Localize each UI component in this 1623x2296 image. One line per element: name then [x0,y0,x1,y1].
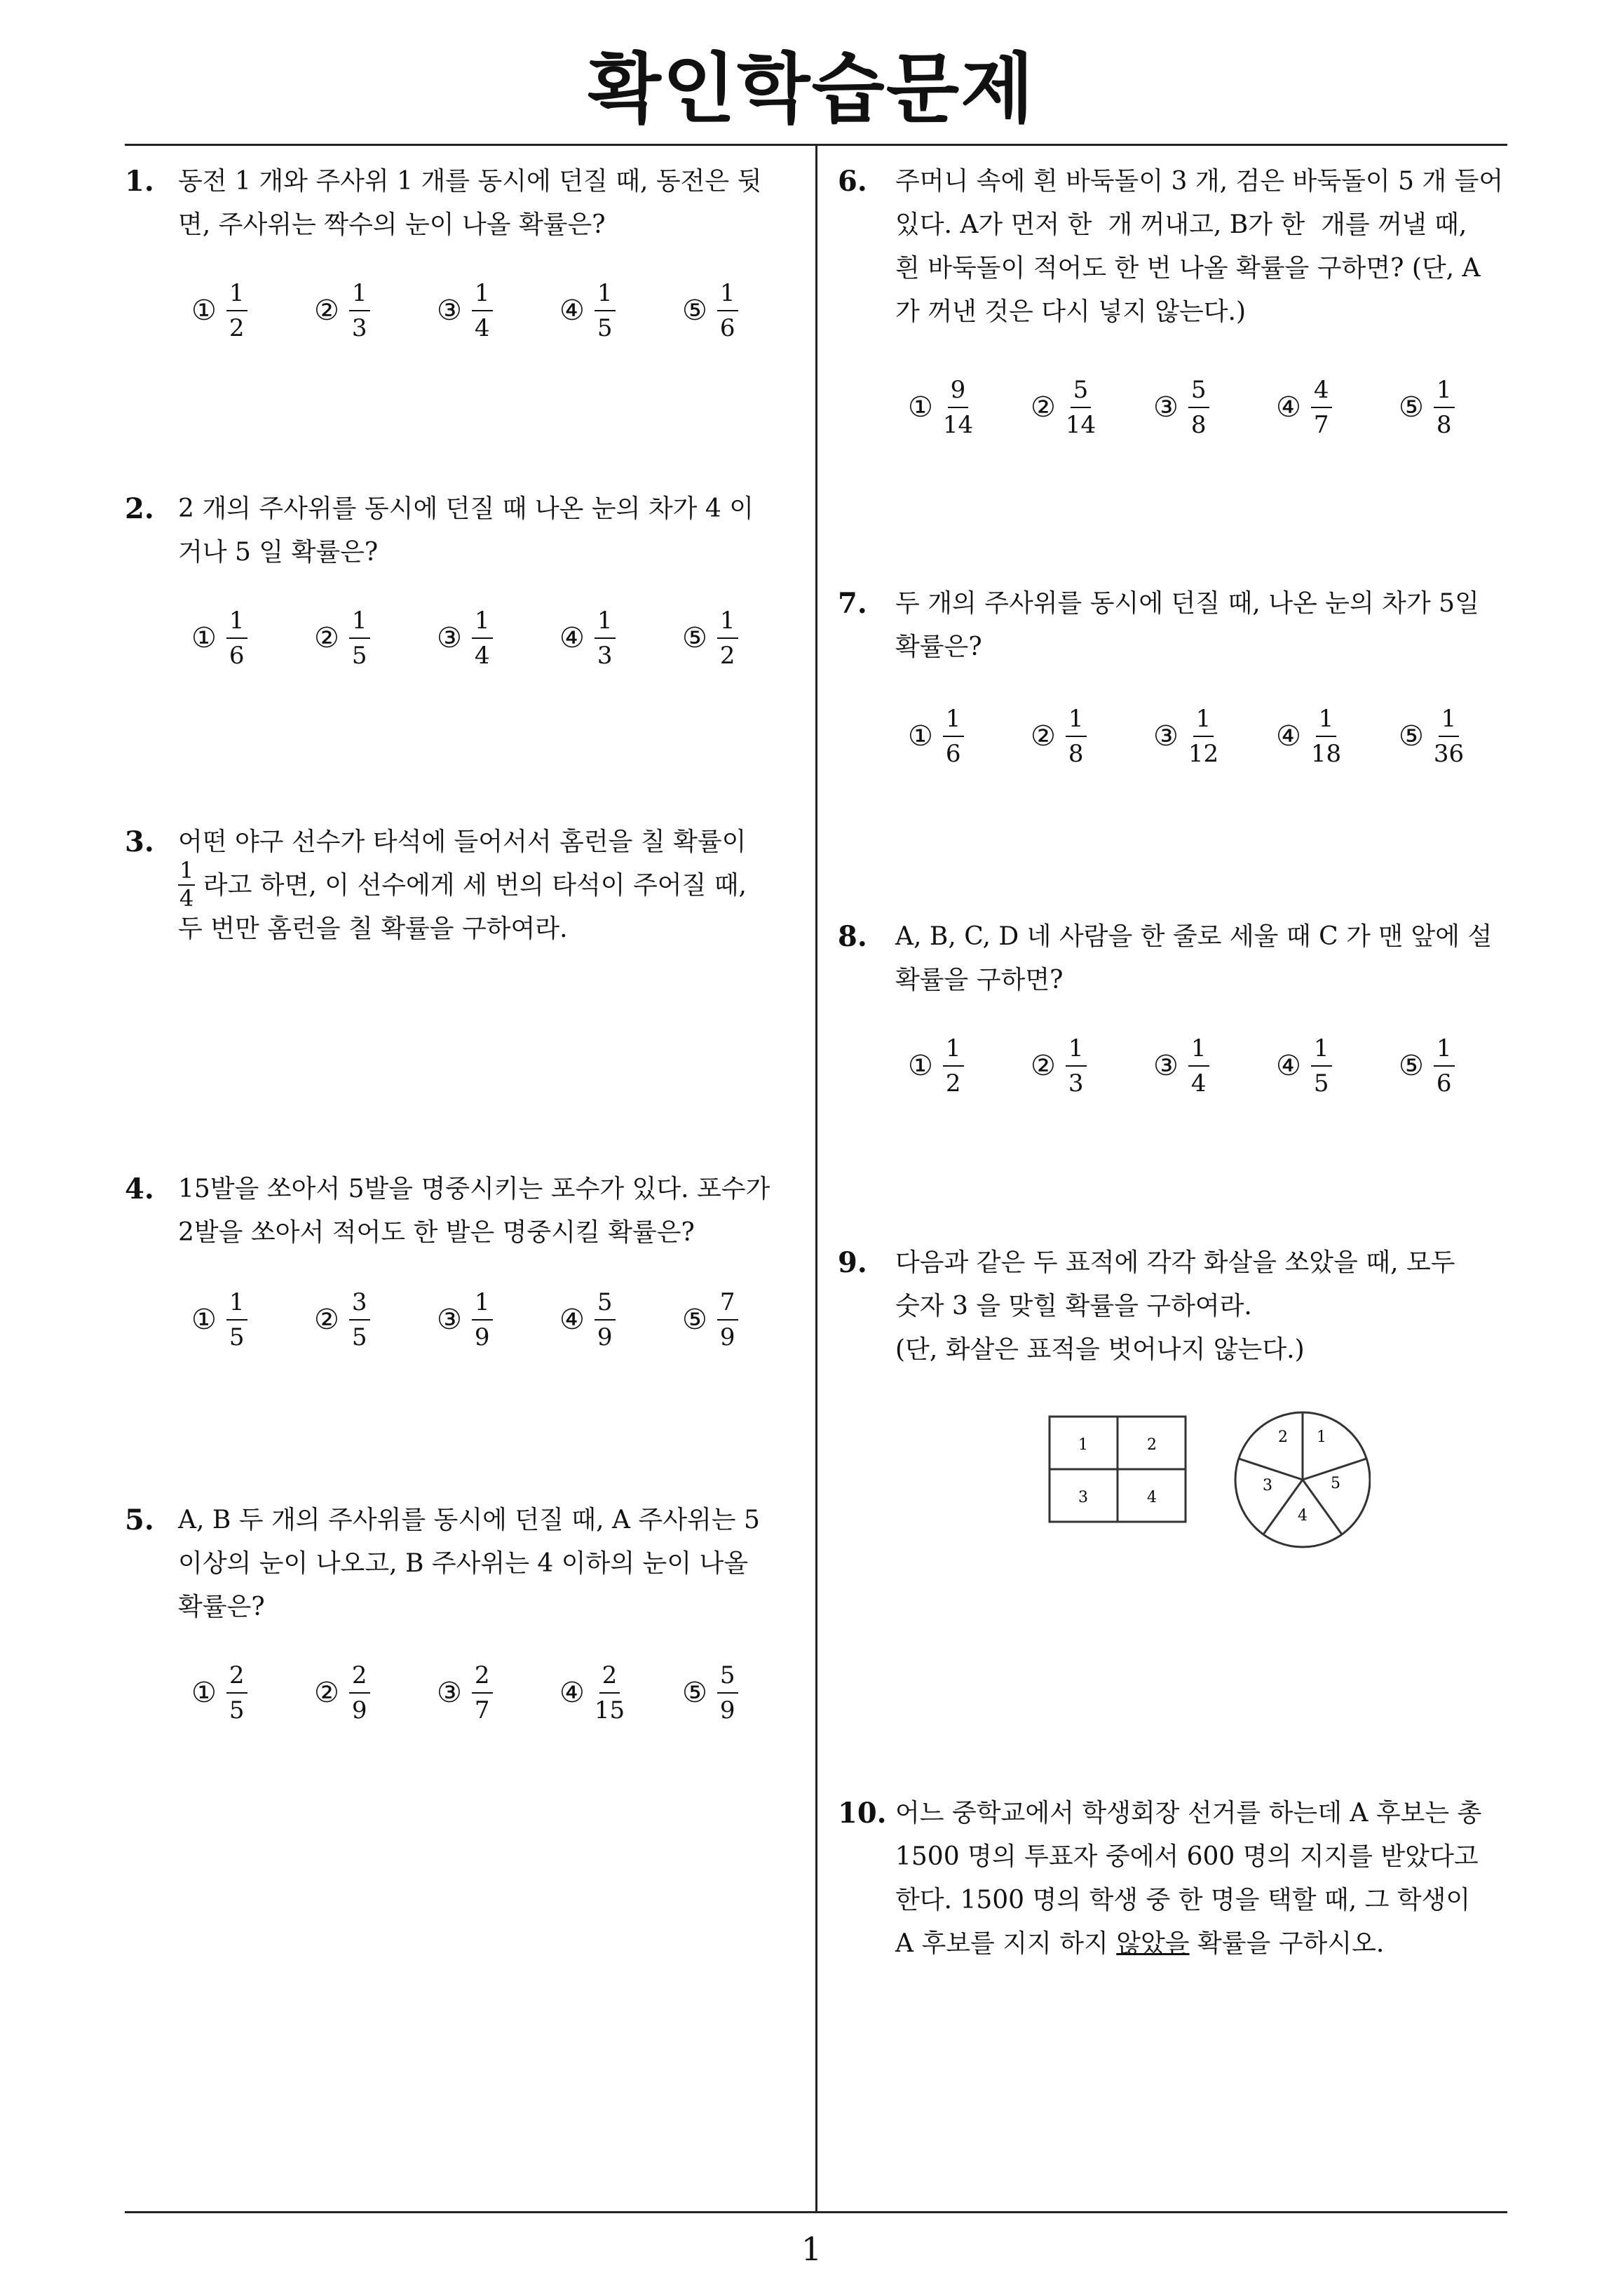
circled-number-2: ② [1031,391,1056,424]
fraction [1434,376,1455,439]
numerator: 4 [1311,376,1332,408]
circled-number-2: ② [1031,1050,1056,1082]
grid-label-4: 4 [1147,1489,1157,1506]
circled-number-3: ③ [437,622,462,654]
option-5[interactable] [1399,1034,1521,1098]
denominator: 6 [229,642,245,670]
fraction [349,1288,370,1351]
circled-number-2: ② [314,1677,339,1709]
circle-label-1: 1 [1317,1429,1326,1446]
answer-options [908,1034,1521,1098]
question-line: 확률은? [895,633,982,661]
circle-label-2: 2 [1278,1429,1288,1446]
numerator: 5 [1071,376,1092,408]
fraction [595,1661,625,1724]
question-text [178,160,761,247]
fraction [472,1288,493,1351]
numerator: 5 [717,1661,738,1694]
numerator: 1 [226,607,247,639]
fraction [1188,1034,1209,1098]
circled-number-5: ⑤ [1399,1050,1424,1082]
denominator: 14 [1065,411,1096,439]
fraction [1311,1034,1332,1098]
denominator: 9 [351,1696,367,1724]
circle-label-5: 5 [1331,1475,1340,1492]
circled-number-4: ④ [559,1304,585,1336]
option-4[interactable] [1276,376,1399,439]
denominator: 9 [719,1696,735,1724]
numerator: 1 [472,279,493,311]
square-target [1050,1417,1186,1522]
fraction [349,607,370,670]
option-4[interactable] [559,1661,682,1724]
numerator: 1 [226,1288,247,1321]
option-3[interactable] [1153,376,1276,439]
option-1[interactable] [908,705,1031,768]
circled-number-5: ⑤ [682,622,707,654]
option-1[interactable] [908,376,1031,439]
question-line: 어떤 야구 선수가 타석에 들어서서 홈런을 칠 확률이 [178,828,747,856]
circled-number-3: ③ [437,1677,462,1709]
option-5[interactable] [1399,705,1521,768]
numerator: 7 [717,1288,738,1321]
fraction [226,1661,247,1724]
question-line [178,857,747,912]
question-line: 두 개의 주사위를 동시에 던질 때, 나온 눈의 차가 5일 [895,589,1479,618]
fraction [943,376,973,439]
fraction [226,607,247,670]
denominator: 8 [1436,411,1452,439]
numerator: 1 [1066,705,1087,737]
circled-number-4: ④ [559,622,585,654]
circled-number-4: ④ [559,295,585,327]
option-4[interactable] [559,279,682,342]
option-5[interactable] [1399,376,1521,439]
denominator: 7 [1313,411,1329,439]
option-3[interactable] [1153,1034,1276,1098]
circled-number-2: ② [314,1304,339,1336]
denominator: 9 [597,1323,613,1351]
circled-number-1: ① [191,295,217,327]
numerator: 1 [349,607,370,639]
question-text [178,487,754,574]
denominator: 18 [1310,740,1342,768]
bottom-rule [125,2211,1507,2213]
denominator: 5 [229,1696,245,1724]
circled-number-3: ③ [437,1304,462,1336]
question-number: 3. [125,825,154,858]
circled-number-2: ② [314,295,339,327]
fraction [1188,376,1209,439]
question-text [178,1499,760,1629]
answer-options [908,705,1521,768]
question-line: 있다. A가 먼저 한 개 꺼내고, B가 한 개를 꺼낼 때, [895,210,1467,239]
question-number: 6. [838,165,867,198]
question-text [178,821,747,951]
question-line: A, B 두 개의 주사위를 동시에 던질 때, A 주사위는 5 [178,1506,760,1534]
question-line: 1500 명의 투표자 중에서 600 명의 지지를 받았다고 [895,1842,1479,1871]
question-line: 다음과 같은 두 표적에 각각 화살을 쏘았을 때, 모두 [895,1248,1455,1277]
denominator: 7 [474,1696,490,1724]
line-text-before: A 후보를 지지 하지 [895,1929,1117,1958]
question-line: 2 개의 주사위를 동시에 던질 때 나온 눈의 차가 4 이 [178,494,754,523]
fraction [1066,705,1087,768]
question-text [895,582,1479,669]
option-3[interactable] [437,279,559,342]
denominator: 4 [1190,1069,1207,1098]
question-line: A, B, C, D 네 사람을 한 줄로 세울 때 C 가 맨 앞에 설 [895,922,1493,951]
question-number: 8. [838,920,867,953]
question-number: 4. [125,1173,154,1206]
question-line: 주머니 속에 흰 바둑돌이 3 개, 검은 바둑돌이 5 개 들어 [895,167,1504,196]
fraction [472,607,493,670]
denominator: 2 [719,642,735,670]
numerator: 1 [226,279,247,311]
denominator: 2 [945,1069,961,1098]
circled-number-2: ② [314,622,339,654]
circled-number-3: ③ [1153,720,1179,752]
denominator: 5 [351,1323,367,1351]
denominator: 2 [229,314,245,342]
denominator: 6 [945,740,961,768]
option-1[interactable] [908,1034,1031,1098]
fraction [717,607,738,670]
answer-options [191,279,805,342]
circled-number-5: ⑤ [682,1677,707,1709]
circled-number-1: ① [908,720,933,752]
fraction [1066,376,1096,439]
option-5[interactable] [682,1288,805,1351]
question-text [178,1168,770,1255]
question-line: 숫자 3 을 맞힐 확률을 구하여라. [895,1292,1252,1321]
denominator: 3 [597,642,613,670]
fraction [595,607,616,670]
circled-number-4: ④ [559,1677,585,1709]
question-number: 9. [838,1246,867,1279]
question-line: 가 꺼낸 것은 다시 넣지 않는다.) [895,297,1247,326]
numerator: 1 [595,607,616,639]
numerator: 1 [178,858,195,886]
inline-fraction [178,858,195,911]
question-line: 거나 5 일 확률은? [178,538,379,567]
option-3[interactable] [437,1288,559,1351]
fraction [943,1034,964,1098]
question-line: 어느 중학교에서 학생회장 선거를 하는데 A 후보는 총 [895,1799,1482,1828]
grid-label-3: 3 [1078,1489,1088,1506]
fraction [1066,1034,1087,1098]
circled-number-1: ① [191,1677,217,1709]
question-number: 7. [838,587,867,620]
denominator: 8 [1190,411,1207,439]
answer-options [908,376,1521,439]
denominator: 5 [229,1323,245,1351]
numerator: 1 [1066,1034,1087,1067]
fraction [1434,705,1464,768]
column-divider [815,146,817,2213]
denominator: 3 [351,314,367,342]
denominator: 5 [1313,1069,1329,1098]
fraction [226,279,247,342]
question-text [895,160,1503,334]
circled-number-5: ⑤ [682,295,707,327]
fraction [349,279,370,342]
question-line: 동전 1 개와 주사위 1 개를 동시에 던질 때, 동전은 뒷 [178,167,762,196]
question-line [895,1922,1481,1966]
question-number: 5. [125,1504,154,1537]
circled-number-5: ⑤ [1399,391,1424,424]
answer-options [191,607,805,670]
denominator: 12 [1188,740,1219,768]
question-line: 면, 주사위는 짝수의 눈이 나올 확률은? [178,210,606,239]
denominator: 5 [351,642,367,670]
circled-number-2: ② [1031,720,1056,752]
circled-number-3: ③ [1153,1050,1179,1082]
page-title: 확인학습문제 [588,46,1035,133]
question-line: 두 번만 홈런을 칠 확률을 구하여라. [178,914,568,943]
circled-number-1: ① [908,391,933,424]
numerator: 1 [595,279,616,311]
numerator: 1 [1188,1034,1209,1067]
option-3[interactable] [437,1661,559,1724]
fraction [717,1661,738,1724]
numerator: 1 [1434,376,1455,408]
fraction [1188,705,1218,768]
fraction [472,1661,493,1724]
option-2[interactable] [314,279,437,342]
fraction [717,279,738,342]
denominator: 4 [474,314,490,342]
numerator: 1 [1439,705,1460,737]
answer-options [191,1288,805,1351]
circled-number-1: ① [191,622,217,654]
option-4[interactable] [1276,1034,1399,1098]
numerator: 2 [349,1661,370,1694]
option-2[interactable] [1031,376,1153,439]
circled-number-4: ④ [1276,391,1301,424]
fraction [1311,376,1332,439]
circled-number-1: ① [191,1304,217,1336]
circled-number-3: ③ [437,295,462,327]
numerator: 1 [717,279,738,311]
fraction [595,1288,616,1351]
fraction [349,1661,370,1724]
denominator: 4 [474,642,490,670]
fraction [717,1288,738,1351]
denominator: 4 [179,885,194,912]
circled-number-3: ③ [1153,391,1179,424]
denominator: 6 [1436,1069,1452,1098]
option-5[interactable] [682,279,805,342]
numerator: 1 [1193,705,1214,737]
question-line: 확률을 구하면? [895,966,1064,994]
option-1[interactable] [191,279,314,342]
circled-number-5: ⑤ [1399,720,1424,752]
page-number: 1 [801,2230,822,2268]
question-line: 흰 바둑돌이 적어도 한 번 나올 확률을 구하면? (단, A [895,254,1481,283]
option-3[interactable] [437,607,559,670]
numerator: 1 [717,607,738,639]
line-text-after: 확률을 구하시오. [1189,1929,1385,1958]
circled-number-1: ① [908,1050,933,1082]
circle-label-3: 3 [1263,1477,1272,1494]
question-text [895,1241,1455,1372]
denominator: 9 [719,1323,735,1351]
question-text [895,1792,1481,1966]
option-2[interactable] [1031,1034,1153,1098]
targets-diagram [1048,1410,1371,1557]
numerator: 5 [595,1288,616,1321]
denominator: 15 [594,1696,625,1724]
question-line: 이상의 눈이 나오고, B 주사위는 4 이하의 눈이 나올 [178,1549,749,1578]
grid-label-1: 1 [1078,1436,1088,1454]
option-2[interactable] [314,1288,437,1351]
question-line: 확률은? [178,1593,265,1621]
numerator: 5 [1188,376,1209,408]
option-2[interactable] [1031,705,1153,768]
fraction [943,705,964,768]
numerator: 1 [1316,705,1337,737]
question-line: (단, 화살은 표적을 벗어나지 않는다.) [895,1335,1305,1364]
numerator: 1 [1434,1034,1455,1067]
option-4[interactable] [1276,705,1399,768]
denominator: 3 [1068,1069,1084,1098]
question-text [895,915,1492,1002]
option-2[interactable] [314,607,437,670]
circled-number-4: ④ [1276,720,1301,752]
question-line: 15발을 쏘아서 5발을 명중시키는 포수가 있다. 포수가 [178,1175,770,1203]
question-line: 2발을 쏘아서 적어도 한 발은 명중시킬 확률은? [178,1218,695,1247]
denominator: 36 [1433,740,1465,768]
grid-label-2: 2 [1147,1436,1157,1454]
circled-number-4: ④ [1276,1050,1301,1082]
option-5[interactable] [682,607,805,670]
numerator: 1 [943,705,964,737]
circle-label-4: 4 [1298,1507,1308,1525]
underlined-word: 않았을 [1116,1929,1190,1958]
option-4[interactable] [559,1288,682,1351]
option-1[interactable] [191,1288,314,1351]
question-number: 10. [838,1797,887,1830]
numerator: 1 [1311,1034,1332,1067]
target-figures [1048,1410,1371,1560]
numerator: 2 [472,1661,493,1694]
numerator: 1 [472,1288,493,1321]
numerator: 2 [226,1661,247,1694]
numerator: 9 [948,376,969,408]
denominator: 8 [1068,740,1084,768]
question-line-rest: 라고 하면, 이 선수에게 세 번의 타석이 주어질 때, [195,871,747,900]
fraction [1434,1034,1455,1098]
pentagon-target [1235,1412,1370,1547]
numerator: 1 [349,279,370,311]
circled-number-5: ⑤ [682,1304,707,1336]
numerator: 2 [599,1661,620,1694]
numerator: 1 [943,1034,964,1067]
fraction [595,279,616,342]
answer-options [191,1661,805,1724]
fraction [472,279,493,342]
option-3[interactable] [1153,705,1276,768]
option-5[interactable] [682,1661,805,1724]
fraction [1311,705,1341,768]
numerator: 3 [349,1288,370,1321]
option-1[interactable] [191,1661,314,1724]
question-number: 2. [125,492,154,525]
question-line: 한다. 1500 명의 학생 중 한 명을 택할 때, 그 학생이 [895,1886,1471,1915]
option-2[interactable] [314,1661,437,1724]
option-1[interactable] [191,607,314,670]
denominator: 6 [719,314,735,342]
question-number: 1. [125,165,154,198]
denominator: 9 [474,1323,490,1351]
numerator: 1 [472,607,493,639]
denominator: 5 [597,314,613,342]
option-4[interactable] [559,607,682,670]
fraction [226,1288,247,1351]
denominator: 14 [942,411,974,439]
